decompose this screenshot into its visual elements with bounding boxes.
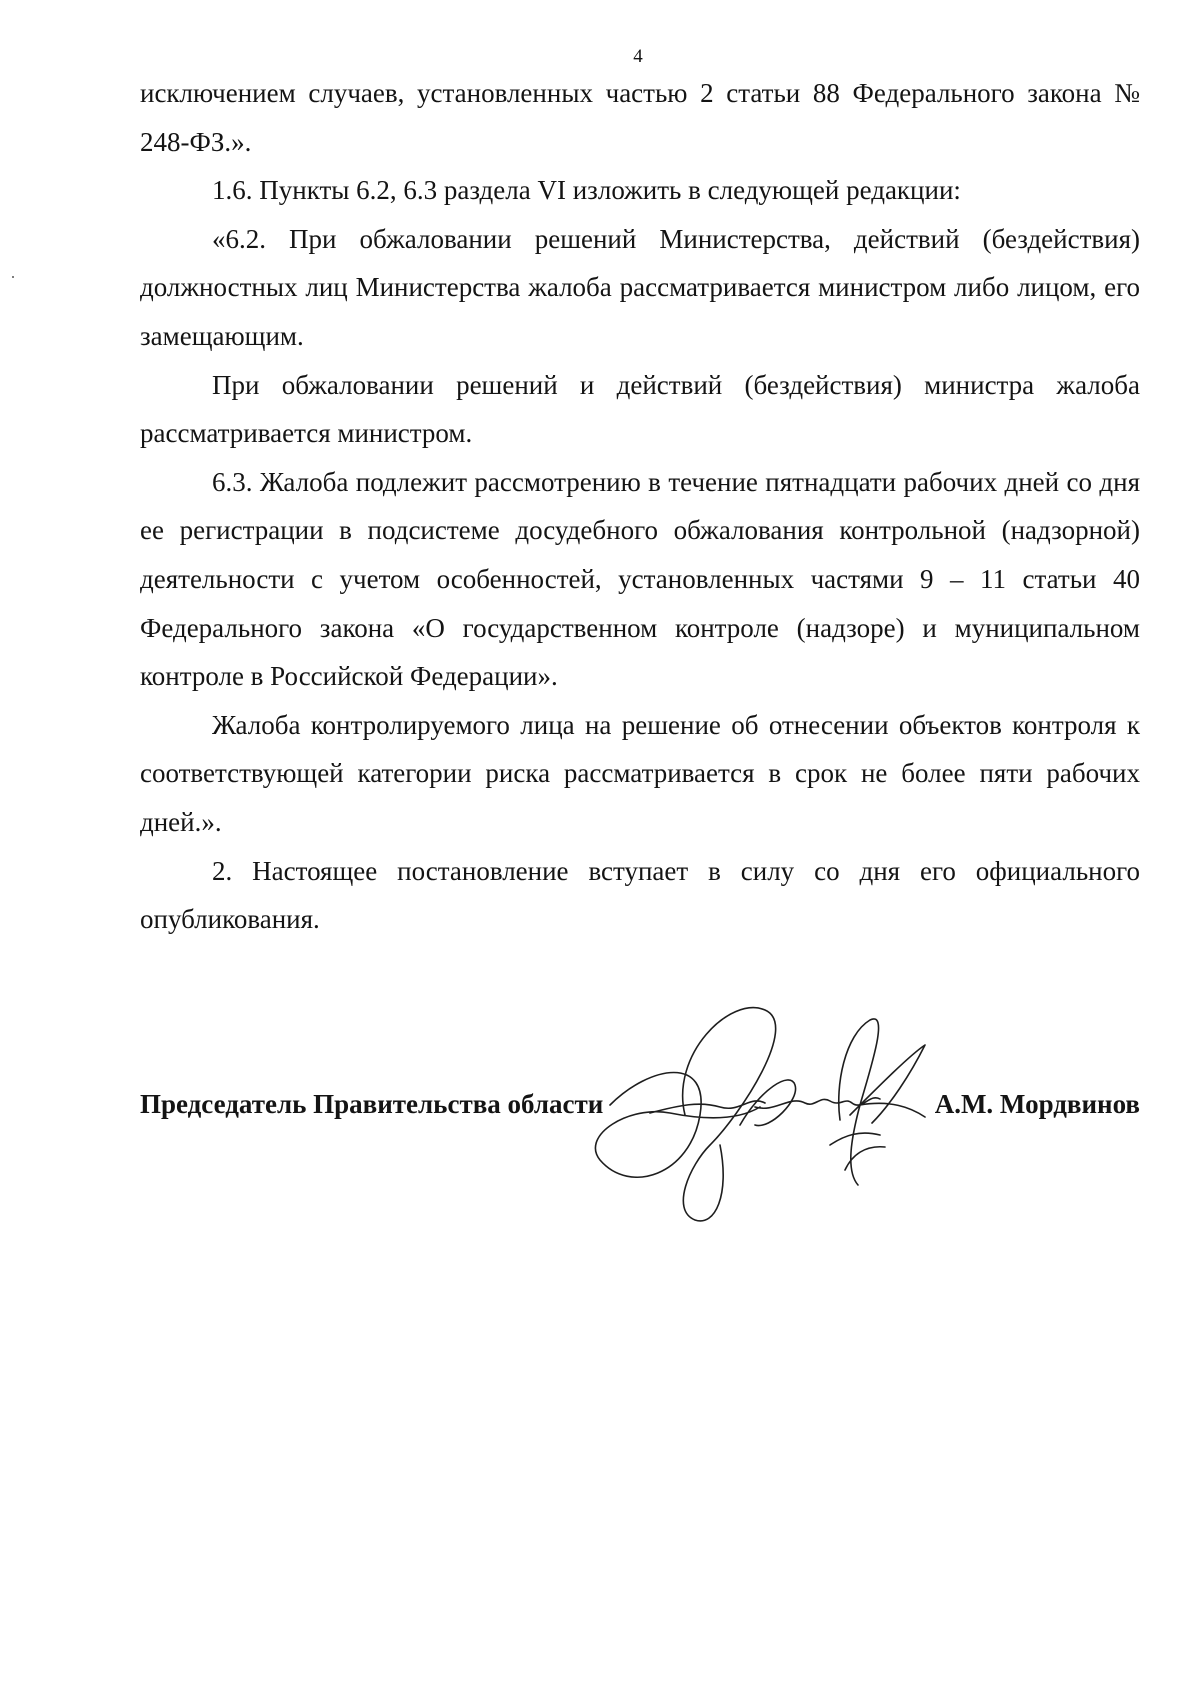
signatory-name: А.М. Мордвинов xyxy=(934,1089,1140,1119)
signatory-position: Председатель Правительства области xyxy=(140,1089,604,1119)
document-body xyxy=(140,69,1140,944)
paragraph-clause-6-2-minister: При обжаловании решений и действий (бездействия) министра жалоба рассматривается министром. xyxy=(140,369,1140,449)
paragraph-continuation: исключением случаев, установленных частью 2 статьи 88 Федерального закона № 248-ФЗ.». xyxy=(140,78,1140,157)
paragraph-clause-6-2: «6.2. При обжаловании решений Министерства, действий (бездействия) должностных лиц Министерства жалоба рассматривается министром либо лицом, его замещающим. xyxy=(140,223,1140,351)
scan-speck xyxy=(12,276,14,278)
paragraph-amendment-1-6: 1.6. Пункты 6.2, 6.3 раздела VI изложить в следующей редакции: xyxy=(212,175,961,206)
handwritten-signature xyxy=(590,995,950,1225)
paragraph-effective-date: 2. Настоящее постановление вступает в силу со дня его официального опубликования. xyxy=(140,855,1140,935)
page-number: 4 xyxy=(633,46,643,67)
paragraph-clause-6-3-risk: Жалоба контролируемого лица на решение об отнесении объектов контроля к соответствующей категории риска рассматривается в срок не более пяти рабочих дней.». xyxy=(140,709,1140,837)
paragraph-clause-6-3: 6.3. Жалоба подлежит рассмотрению в течение пятнадцати рабочих дней со дня ее регистрации в подсистеме досудебного обжалования контрольной (надзорной) деятельности с учетом особенностей, установленных частями 9 – 11 статьи 40 Федерального закона «О государственном контроле (надзоре) и муниципальном контроле в Российской Федерации». xyxy=(140,466,1140,692)
